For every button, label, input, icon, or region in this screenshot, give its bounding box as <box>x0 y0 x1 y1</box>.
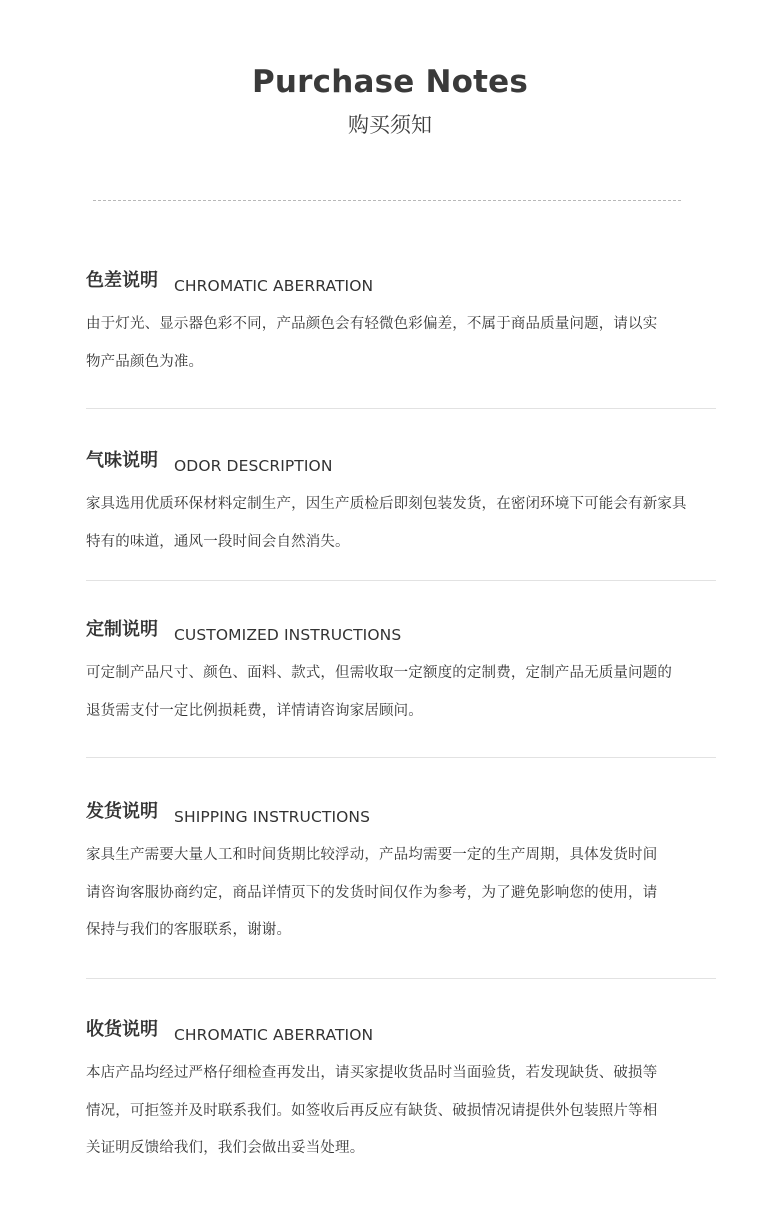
body-line: 请咨询客服协商约定，商品详情页下的发货时间仅作为参考，为了避免影响您的使用，请 <box>86 884 658 901</box>
section-title-cn: 发货说明 <box>86 801 158 822</box>
section-title-cn: 收货说明 <box>86 1019 158 1040</box>
section-color-difference <box>86 262 716 381</box>
page-subtitle: 购买须知 <box>348 113 432 137</box>
body-line: 特有的味道，通风一段时间会自然消失。 <box>86 533 350 550</box>
section-divider <box>86 757 716 758</box>
section-heading <box>86 1011 716 1044</box>
section-body <box>86 306 716 381</box>
section-divider <box>86 408 716 409</box>
dashed-divider <box>93 200 681 201</box>
section-body <box>86 655 716 730</box>
section-heading <box>86 611 716 644</box>
body-line: 家具生产需要大量人工和时间货期比较浮动，产品均需要一定的生产周期，具体发货时间 <box>86 847 658 863</box>
section-title-cn: 定制说明 <box>86 619 158 640</box>
section-heading <box>86 262 716 295</box>
section-title-en: CHROMATIC ABERRATION <box>174 277 374 295</box>
page-title: Purchase Notes <box>251 64 529 100</box>
section-heading <box>86 442 716 475</box>
section-customized <box>86 611 716 730</box>
body-line: 由于灯光、显示器色彩不同，产品颜色会有轻微色彩偏差，不属于商品质量问题，请以实 <box>86 316 658 332</box>
section-body <box>86 1055 716 1168</box>
body-line: 家具选用优质环保材料定制生产，因生产质检后即刻包装发货，在密闭环境下可能会有新家具 <box>86 496 687 512</box>
section-body <box>86 837 716 950</box>
section-odor <box>86 442 716 561</box>
section-title-en: ODOR DESCRIPTION <box>174 457 333 475</box>
body-line: 情况，可拒签并及时联系我们。如签收后再反应有缺货、破损情况请提供外包装照片等相 <box>86 1102 658 1119</box>
body-line: 可定制产品尺寸、颜色、面料、款式，但需收取一定额度的定制费，定制产品无质量问题的 <box>86 665 672 681</box>
body-line: 关证明反馈给我们，我们会做出妥当处理。 <box>86 1140 365 1156</box>
body-line: 保持与我们的客服联系，谢谢。 <box>86 922 292 938</box>
body-line: 退货需支付一定比例损耗费，详情请咨询家居顾问。 <box>86 702 423 719</box>
section-body <box>86 486 716 561</box>
section-receiving <box>86 1011 716 1168</box>
section-title-en: CHROMATIC ABERRATION <box>174 1026 374 1044</box>
section-title-en: SHIPPING INSTRUCTIONS <box>174 808 371 826</box>
body-line: 物产品颜色为准。 <box>86 353 204 370</box>
section-title-en: CUSTOMIZED INSTRUCTIONS <box>174 626 402 644</box>
section-title-cn: 气味说明 <box>86 450 158 471</box>
section-shipping <box>86 793 716 950</box>
section-divider <box>86 978 716 979</box>
section-title-cn: 色差说明 <box>86 270 158 291</box>
section-heading <box>86 793 716 826</box>
page-header <box>0 60 780 140</box>
section-divider <box>86 580 716 581</box>
body-line: 本店产品均经过严格仔细检查再发出，请买家提收货品时当面验货，若发现缺货、破损等 <box>86 1065 658 1081</box>
